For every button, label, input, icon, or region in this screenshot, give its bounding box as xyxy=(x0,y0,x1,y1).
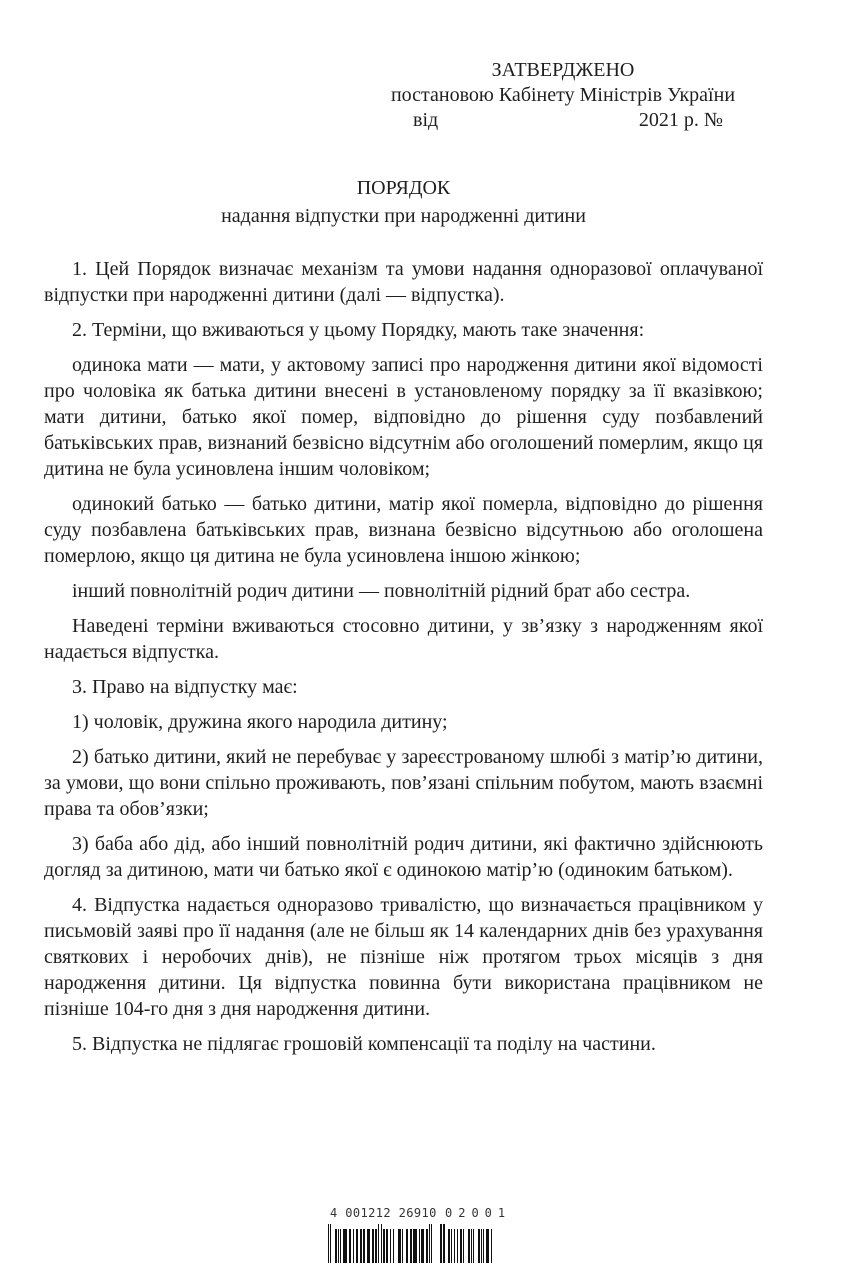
paragraph: одинокий батько — батько дитини, матір якої померла, відповідно до рішення суду позбавлена батьківських прав, визнана безвісно відсутньою або оголошена померлою, якщо ця дитина не була усиновлена іншою жінкою; xyxy=(44,493,763,567)
paragraph: Наведені терміни вживаються стосовно дитини, у зв’язку з народженням якої надається відпустка. xyxy=(44,615,763,663)
paragraph: 1. Цей Порядок визначає механізм та умови надання одноразової оплачуваної відпустки при народженні дитини (далі — відпустка). xyxy=(44,258,763,306)
approval-stamp xyxy=(375,58,751,133)
paragraph: інший повнолітній родич дитини — повнолітній рідний брат або сестра. xyxy=(72,580,691,602)
approval-date-value: 2021 р. № xyxy=(638,109,723,131)
approval-date-prefix: від xyxy=(413,109,439,131)
document-subtitle: надання відпустки при народженні дитини xyxy=(221,205,586,227)
paragraph: одинока мати — мати, у актовому записі про народження дитини якої відомості про чоловіка як батька дитини внесені в установленому порядку за її вказівкою; мати дитини, батько якої помер, відповідно до рішення суду позбавлений батьківських прав, визнаний безвісно відсутнім або оголошений померлим, якщо ця дитина не була усиновлена іншим чоловіком; xyxy=(44,354,763,480)
document-title: ПОРЯДОК xyxy=(356,177,451,199)
barcode-addon-bars xyxy=(440,1224,491,1263)
paragraph: 3. Право на відпустку має: xyxy=(72,676,298,698)
paragraph: 1) чоловік, дружина якого народила дитину; xyxy=(72,711,448,733)
approval-authority: постановою Кабінету Міністрів України xyxy=(390,84,736,106)
paragraph: 2) батько дитини, який не перебуває у зареєстрованому шлюбі з матір’ю дитини, за умови, що вони спільно проживають, пов’язані спільним побутом, мають взаємні права та обов’язки; xyxy=(44,746,763,820)
document-body xyxy=(44,256,763,1057)
paragraph: 3) баба або дід, або інший повнолітній родич дитини, які фактично здійснюють догляд за дитиною, мати чи батько якої є одинокою матір’ю (одиноким батьком). xyxy=(44,833,763,881)
barcode-bars xyxy=(328,1224,528,1263)
paragraph: 4. Відпустка надається одноразово тривалістю, що визначається працівником у письмовій заяві про її надання (але не більш як 14 календарних днів без урахування святкових і неробочих днів), не пізніше ніж протягом трьох місяців з дня народження дитини. Ця відпустка повинна бути використана працівником не пізніше 104-го дня з дня народження дитини. xyxy=(44,894,763,1020)
barcode-main-bars xyxy=(328,1224,432,1263)
paragraph: 2. Терміни, що вживаються у цьому Порядку, мають таке значення: xyxy=(72,319,645,341)
approval-date-line xyxy=(375,108,751,133)
barcode xyxy=(328,1206,528,1263)
approval-title: ЗАТВЕРДЖЕНО xyxy=(491,59,635,81)
paragraph: 5. Відпустка не підлягає грошовій компенсації та поділу на частини. xyxy=(72,1033,656,1055)
barcode-digits xyxy=(328,1206,528,1222)
barcode-addon-digits: 02001 xyxy=(445,1206,512,1220)
barcode-main-digits: 4 001212 26910 xyxy=(330,1206,437,1220)
